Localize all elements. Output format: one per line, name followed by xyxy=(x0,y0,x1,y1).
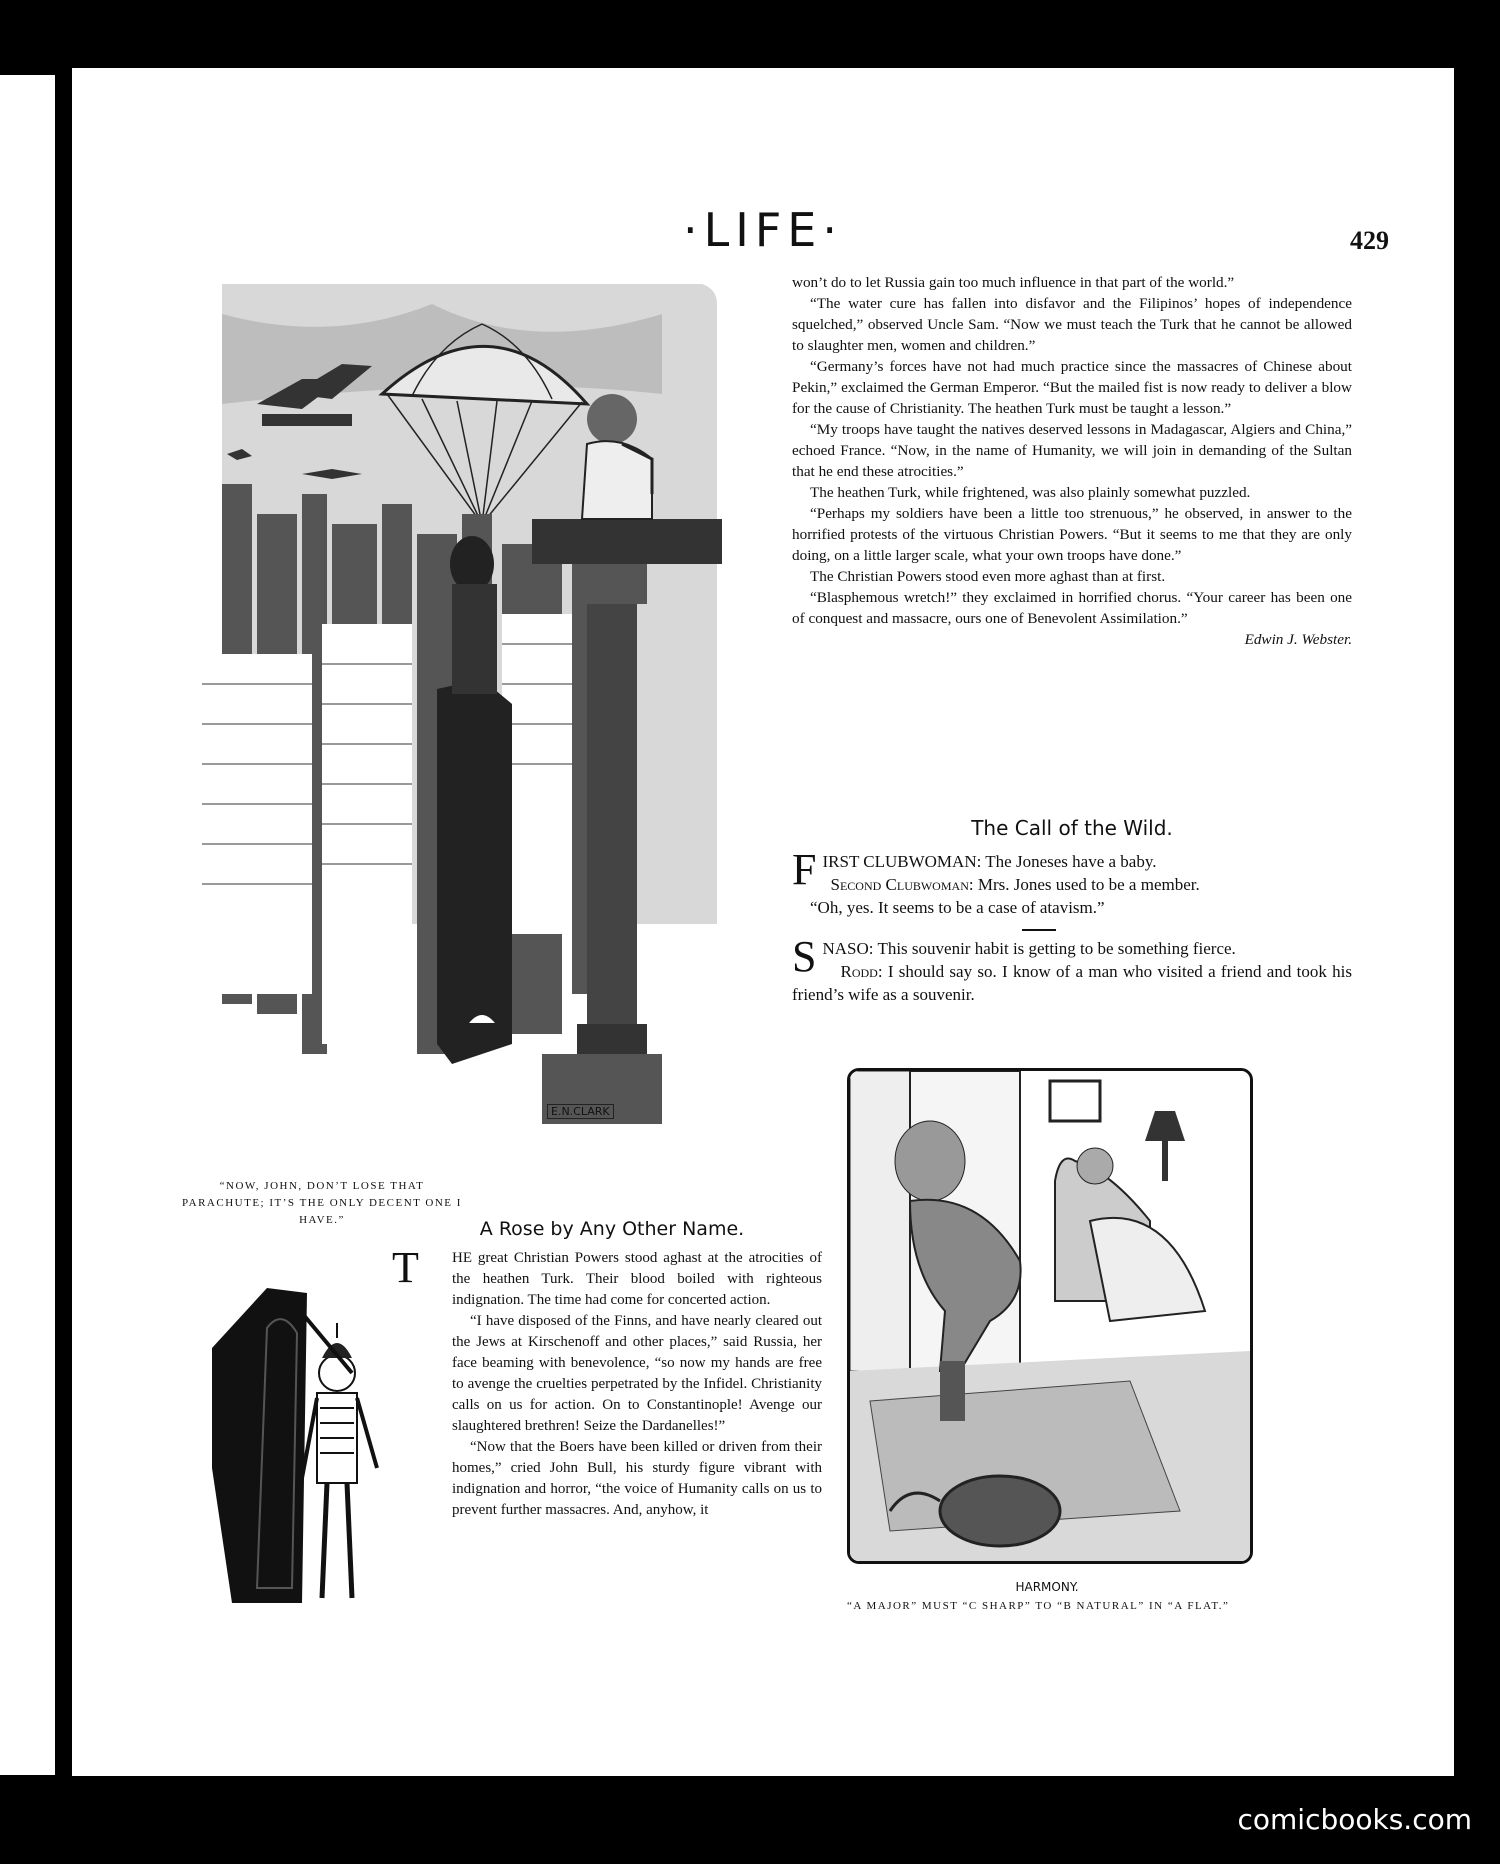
cartoon-signature: E.N.CLARK xyxy=(547,1104,614,1119)
drop-cap: S xyxy=(792,932,817,981)
story-paragraph: “Perhaps my soldiers have been a little too strenuous,” he observed, in answer to the horrified protests of the virtuous Christian Powers. “But it seems to me that they are only doing, on a little larger scale, what your own troops have done.” xyxy=(792,505,1352,564)
story-paragraph: The heathen Turk, while frightened, was also plainly somewhat puzzled. xyxy=(810,484,1251,501)
story-signature: Edwin J. Webster. xyxy=(1244,631,1352,648)
story-paragraph: HE great Christian Powers stood aghast at the atrocities of the heathen Turk. Their blood boiled with righteous indignation. The time had come for concerted action. xyxy=(452,1250,822,1308)
dialogue-line: : This souvenir habit is getting to be something fierce. xyxy=(868,939,1236,958)
page-number: 429 xyxy=(1350,226,1389,255)
top-cartoon-caption: “NOW, JOHN, DON’T LOSE THAT PARACHUTE; IT’S THE ONLY DECENT ONE I HAVE.” xyxy=(182,1180,462,1226)
harmony-title: HARMONY. xyxy=(1015,1580,1079,1594)
rose-title: A Rose by Any Other Name. xyxy=(479,1218,745,1240)
speaker-first-clubwoman: IRST CLUBWOMAN xyxy=(822,852,977,871)
dialogue-line: : I should say so. I know of a man who visited a friend and took his friend’s wife as a souvenir. xyxy=(792,962,1352,1004)
story-paragraph: “Germany’s forces have not had much practice since the massacres of Chinese about Pekin,” exclaimed the German Emperor. “But the mailed fist is now ready to deliver a blow for the cause of Christianity. The heathen Turk must be taught a lesson.” xyxy=(792,358,1352,417)
top-cartoon xyxy=(182,284,722,1134)
story-paragraph: “My troops have taught the natives deserved lessons in Madagascar, Algiers and China,” echoed France. “Now, in the name of Humanity, we will join in demanding of the Sultan that he end these atrocities.” xyxy=(792,421,1352,480)
harmony-illustration xyxy=(850,1071,1250,1561)
speaker-second-clubwoman: Second Clubwoman xyxy=(830,875,969,894)
story-paragraph: “Now that the Boers have been killed or driven from their homes,” cried John Bull, his sturdy figure vibrant with indignation and horror, “the voice of Humanity calls on us to prevent further massacres. And, anyhow, it xyxy=(452,1439,822,1518)
watermark: comicbooks.com xyxy=(1237,1803,1472,1836)
call-of-wild-title: The Call of the Wild. xyxy=(971,816,1173,840)
speaker-rodd: Rodd xyxy=(840,962,878,981)
parachute-city-illustration xyxy=(182,284,722,1134)
page-title: ·LIFE· xyxy=(683,203,843,257)
divider xyxy=(1022,929,1056,931)
story-paragraph: The Christian Powers stood even more aghast than at first. xyxy=(810,568,1166,585)
rose-story xyxy=(392,1243,822,1521)
dialogue-line: “Oh, yes. It seems to be a case of atavism.” xyxy=(810,898,1105,917)
story-paragraph: “I have disposed of the Finns, and have nearly cleared out the Jews at Kirschenoff and other places,” said Russia, her face beaming with benevolence, “so now my hands are free to avenge the cruelties perpetrated by the Infidel. Christianity calls on us for action. On to Constantinople! Avenge our slaughtered brethren! Seize the Dardanelles!” xyxy=(452,1313,822,1434)
drop-cap: F xyxy=(792,845,817,894)
story-paragraph: won’t do to let Russia gain too much influence in that part of the world.” xyxy=(792,274,1235,291)
magazine-page xyxy=(72,68,1454,1776)
harmony-cartoon xyxy=(847,1068,1253,1564)
story-paragraph: “Blasphemous wretch!” they exclaimed in horrified chorus. “Your career has been one of conquest and massacre, ours one of Benevolent Assimilation.” xyxy=(792,589,1352,627)
facing-page-edge xyxy=(0,75,55,1775)
dialogue-line: : The Joneses have a baby. xyxy=(976,852,1157,871)
harmony-caption: “A MAJOR” MUST “C SHARP” TO “B NATURAL” IN “A FLAT.” xyxy=(847,1600,1230,1612)
right-column-story xyxy=(792,272,1352,650)
dialogue-line: : Mrs. Jones used to be a member. xyxy=(968,875,1200,894)
speaker-snaso: NASO xyxy=(822,939,869,958)
call-of-wild-text xyxy=(792,845,1352,1006)
coffin-skeleton-illustration xyxy=(182,1258,412,1613)
story-paragraph: “The water cure has fallen into disfavor and the Filipinos’ hopes of independence squelched,” observed Uncle Sam. “Now we must teach the Turk that he cannot be allowed to slaughter men, women and children.” xyxy=(792,295,1352,354)
drop-cap: T xyxy=(392,1243,419,1292)
